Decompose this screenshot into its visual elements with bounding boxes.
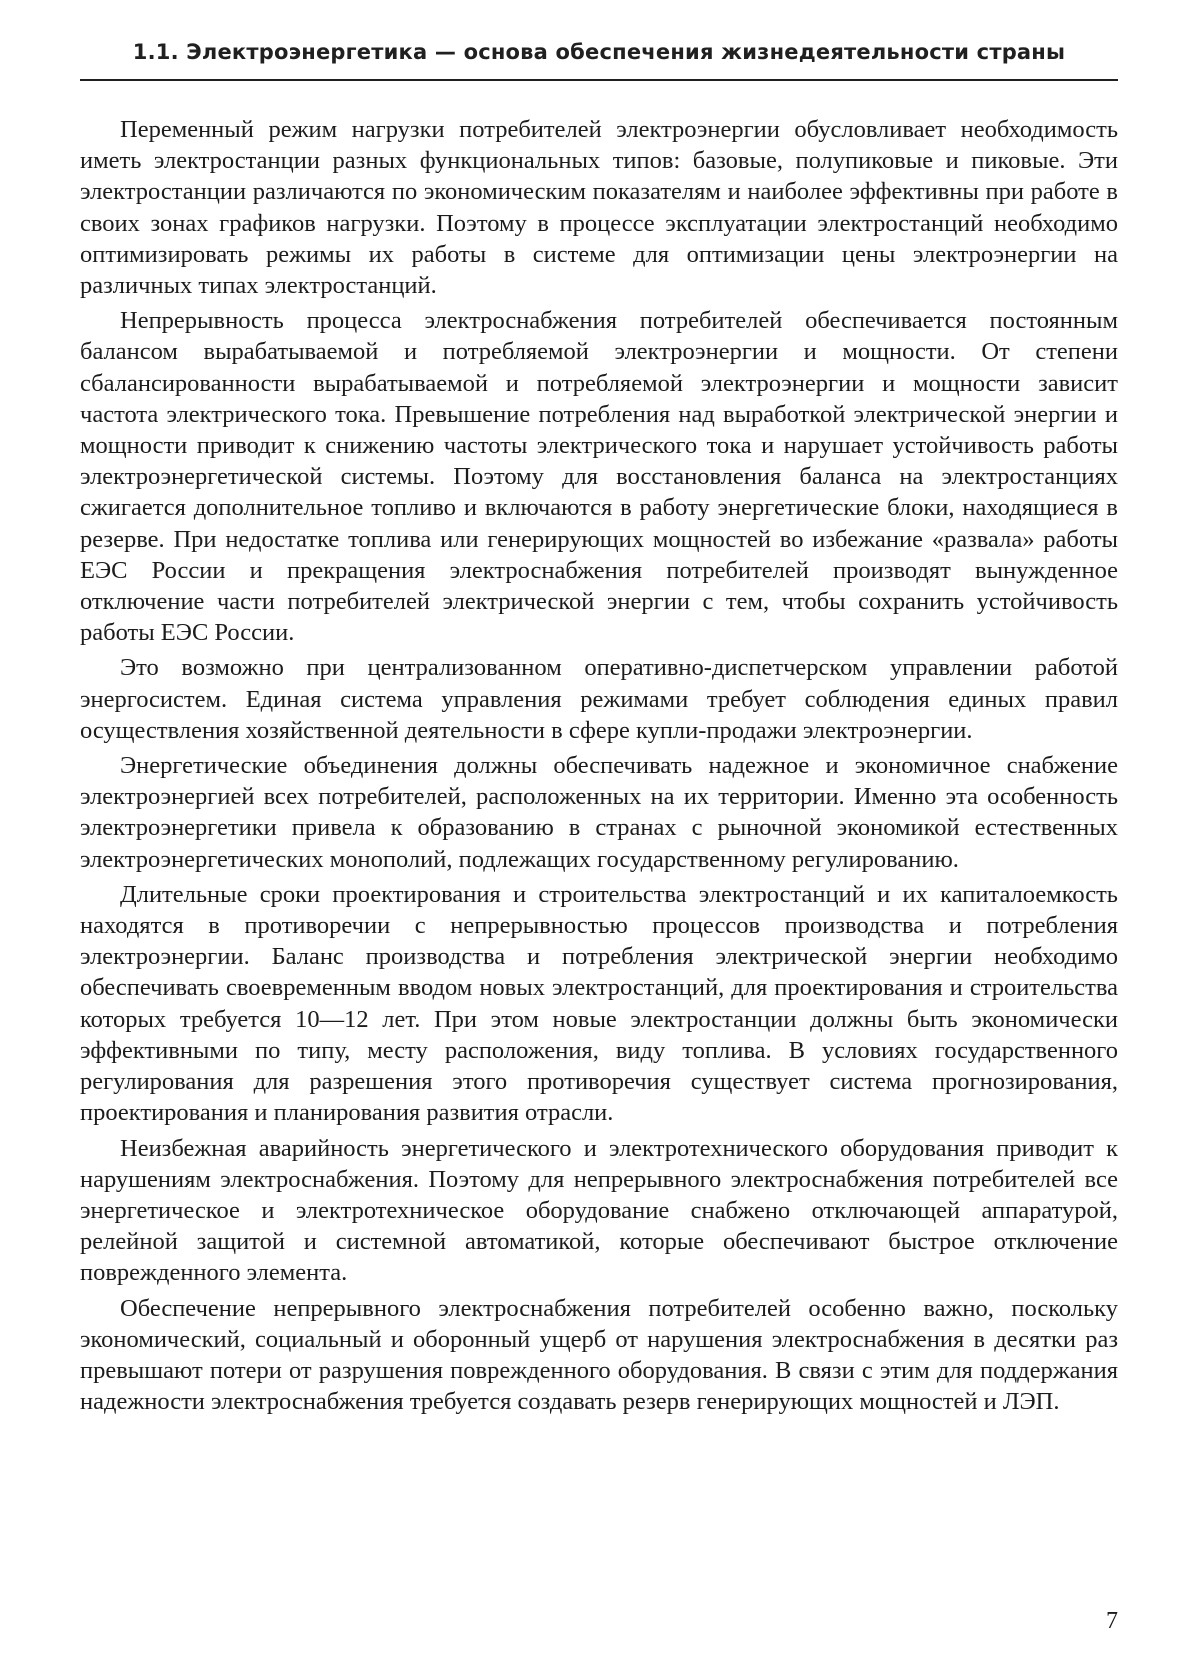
page-number: 7 [1106,1608,1118,1634]
paragraph-6: Неизбежная аварийность энергетического и электротехнического оборудования приводит к нарушениям электроснабжения. Поэтому для непрерывного электроснабжения потребителей все энергетическое и электротехническое оборудование снабжено отключающей аппаратурой, релейной защитой и системной автоматикой, которые обеспечивают быстрое отключение поврежденного элемента. [80,1134,1118,1287]
paragraph-2: Непрерывность процесса электроснабжения потребителей обеспечивается постоянным балансом вырабатываемой и потребляемой электроэнергии и мощности. От степени сбалансированности вырабатываемой и потребляемой электроэнергии и мощности зависит частота электрического тока. Превышение потребления над выработкой электрической энергии и мощности приводит к снижению частоты электрического тока и нарушает устойчивость работы электроэнергетической системы. Поэтому для восстановления баланса на электростанциях сжигается дополнительное топливо и включаются в работу энергетические блоки, находящиеся в резерве. При недостатке топлива или генерирующих мощностей во избежание «развала» работы ЕЭС России и прекращения электроснабжения потребителей производят вынужденное отключение части потребителей электрической энергии с тем, чтобы сохранить устойчивость работы ЕЭС России. [80,307,1118,647]
paragraph-4: Энергетические объединения должны обеспечивать надежное и экономичное снабжение электроэнергией всех потребителей, расположенных на их территории. Именно эта особенность электроэнергетики привела к образованию в странах с рыночной экономикой естественных электроэнергетических монополий, подлежащих государственному регулированию. [80,752,1118,873]
header-rule [80,79,1118,81]
paragraph-5: Длительные сроки проектирования и строительства электростанций и их капиталоемкость находятся в противоречии с непрерывностью процессов производства и потребления электроэнергии. Баланс производства и потребления электрической энергии необходимо обеспечивать своевременным вводом новых электростанций, для проектирования и строительства которых требуется 10—12 лет. При этом новые электростанции должны быть экономически эффективными по типу, месту расположения, виду топлива. В условиях государственного регулирования для разрешения этого противоречия существует система прогнозирования, проектирования и планирования развития отрасли. [80,880,1118,1127]
body-text [80,114,1118,1421]
paragraph-7: Обеспечение непрерывного электроснабжения потребителей особенно важно, поскольку экономический, социальный и оборонный ущерб от нарушения электроснабжения в десятки раз превышают потери от разрушения поврежденного оборудования. В связи с этим для поддержания надежности электроснабжения требуется создавать резерв генерирующих мощностей и ЛЭП. [80,1294,1118,1416]
paragraph-3: Это возможно при централизованном оперативно-диспетчерском управлении работой энергосистем. Единая система управления режимами требует соблюдения единых правил осуществления хозяйственной деятельности в сфере купли-продажи электроэнергии. [80,654,1118,744]
running-header: 1.1. Электроэнергетика — основа обеспечения жизнедеятельности страны [132,40,1066,64]
paragraph-1: Переменный режим нагрузки потребителей электроэнергии обусловливает необходимость иметь электростанции разных функциональных типов: базовые, полупиковые и пиковые. Эти электростанции различаются по экономическим показателям и наиболее эффективны при работе в своих зонах графиков нагрузки. Поэтому в процессе эксплуатации электростанций необходимо оптимизировать режимы их работы в системе для оптимизации цены электроэнергии на различных типах электростанций. [80,116,1118,300]
